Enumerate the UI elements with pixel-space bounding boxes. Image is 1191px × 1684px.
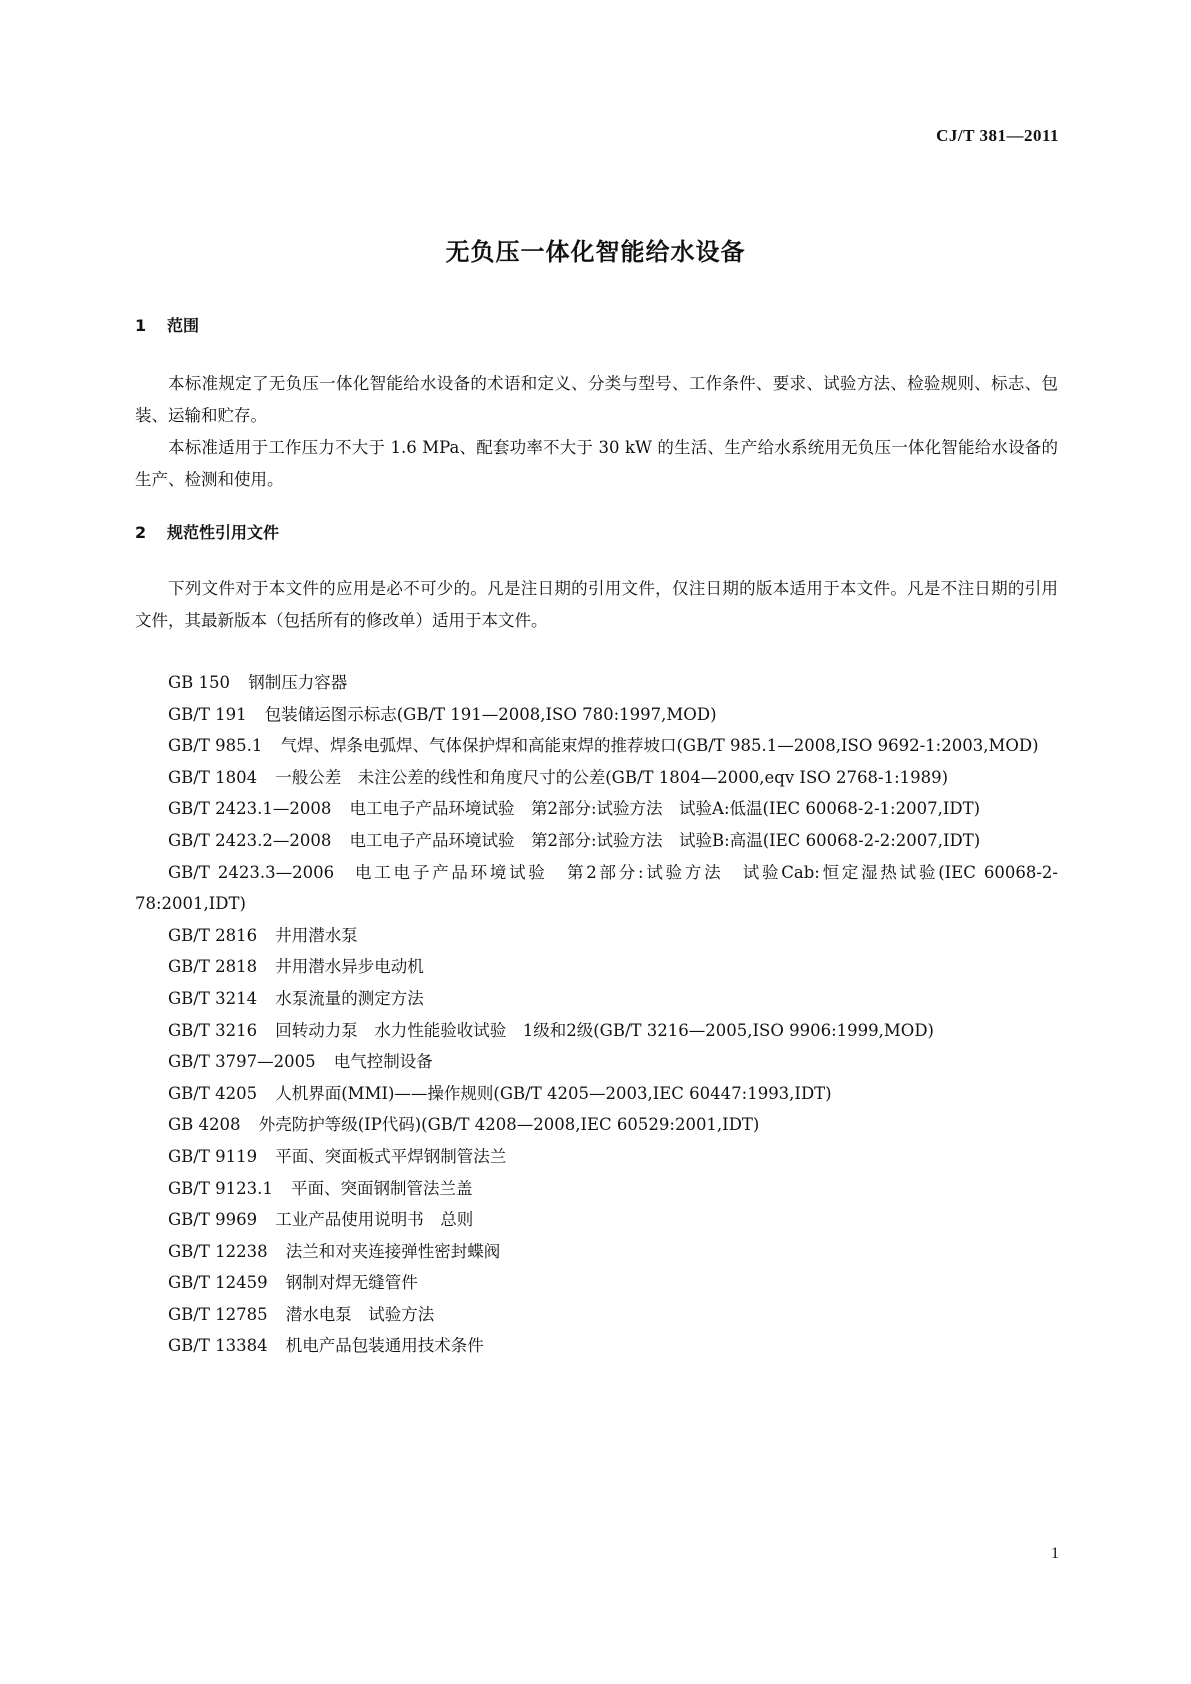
reference-title: 工业产品使用说明书 总则 [275,1210,474,1230]
reference-item [135,1299,1058,1331]
reference-item [135,762,1058,794]
reference-item [135,1109,1058,1141]
reference-title: 钢制压力容器 [248,673,348,692]
section-title: 规范性引用文件 [167,523,280,542]
reference-item [135,920,1058,952]
reference-code: GB 150 [168,673,231,692]
reference-item [135,730,1058,762]
reference-item [135,1267,1058,1299]
reference-title: 电气控制设备 [333,1052,433,1072]
reference-title: 水泵流量的测定方法 [275,988,424,1008]
reference-title: 一般公差 未注公差的线性和角度尺寸的公差(GB/T 1804—2000,eqv ISO 2768-1:1989) [275,767,949,787]
reference-code: GB/T 12238 [168,1241,268,1261]
reference-item [135,951,1058,983]
reference-code: GB/T 3216 [168,1020,258,1040]
reference-code: GB/T 2423.1—2008 [168,799,332,819]
references-intro-paragraph: 下列文件对于本文件的应用是必不可少的。凡是注日期的引用文件，仅注日期的版本适用于本文件。凡是不注日期的引用文件，其最新版本（包括所有的修改单）适用于本文件。 [135,579,1058,630]
scope-paragraph-1: 本标准规定了无负压一体化智能给水设备的术语和定义、分类与型号、工作条件、要求、试验方法、检验规则、标志、包装、运输和贮存。 [135,374,1058,425]
reference-item [135,1330,1058,1362]
reference-code: GB/T 2423.2—2008 [168,830,332,850]
reference-title: 机电产品包装通用技术条件 [285,1336,484,1356]
reference-title: 钢制对焊无缝管件 [285,1273,418,1293]
section-number: 2 [135,523,147,542]
page-number: 1 [1051,1545,1059,1562]
reference-item [135,1046,1058,1078]
reference-title: 平面、突面钢制管法兰盖 [291,1178,473,1198]
standard-number: CJ/T 381—2011 [936,126,1059,145]
reference-title: 包装储运图示标志(GB/T 191—2008,ISO 780:1997,MOD) [264,704,717,724]
reference-code: GB/T 13384 [168,1336,268,1356]
reference-code: GB/T 12785 [168,1304,268,1324]
reference-item [135,1236,1058,1268]
reference-title: 人机界面(MMI)——操作规则(GB/T 4205—2003,IEC 60447:1993,IDT) [275,1083,832,1103]
reference-item [135,1078,1058,1110]
reference-code: GB/T 2816 [168,925,258,945]
reference-item [135,793,1058,825]
reference-title: 平面、突面板式平焊钢制管法兰 [275,1146,507,1166]
reference-title: 外壳防护等级(IP代码)(GB/T 4208—2008,IEC 60529:2001,IDT) [258,1115,760,1135]
reference-code: GB/T 12459 [168,1273,268,1293]
reference-item [135,1204,1058,1236]
reference-item [135,1141,1058,1173]
reference-title: 潜水电泵 试验方法 [285,1304,435,1324]
reference-code: GB/T 3797—2005 [168,1052,316,1072]
reference-code: GB/T 9969 [168,1210,258,1230]
reference-code: GB/T 2423.3—2006 [168,862,335,882]
reference-title: 气焊、焊条电弧焊、气体保护焊和高能束焊的推荐坡口(GB/T 985.1—2008,ISO 9692-1:2003,MOD) [280,736,1039,756]
reference-item [135,857,1058,920]
reference-item [135,667,1058,699]
reference-item [135,825,1058,857]
reference-item [135,1015,1058,1047]
reference-code: GB/T 4205 [168,1083,258,1103]
section-number: 1 [135,316,147,335]
reference-code: GB/T 3214 [168,988,258,1008]
reference-item [135,699,1058,731]
reference-code: GB/T 2818 [168,957,258,977]
reference-title: 回转动力泵 水力性能验收试验 1级和2级(GB/T 3216—2005,ISO 9906:1999,MOD) [275,1020,934,1040]
reference-title: 电工电子产品环境试验 第2部分:试验方法 试验A:低温(IEC 60068-2-1:2007,IDT) [349,799,981,819]
reference-title: 井用潜水泵 [275,925,358,945]
reference-title: 电工电子产品环境试验 第2部分:试验方法 试验Cab:恒定湿热试验(IEC 60068-2-78:2001,IDT) [135,862,1058,914]
reference-title: 电工电子产品环境试验 第2部分:试验方法 试验B:高温(IEC 60068-2-2:2007,IDT) [349,830,981,850]
reference-item [135,983,1058,1015]
scope-paragraph-2: 本标准适用于工作压力不大于 1.6 MPa、配套功率不大于 30 kW 的生活、生产给水系统用无负压一体化智能给水设备的生产、检测和使用。 [135,438,1058,489]
section-heading-normative-references [135,520,279,543]
reference-code: GB/T 9119 [168,1146,258,1166]
reference-code: GB/T 985.1 [168,736,263,756]
section-heading-scope [135,313,199,336]
reference-title: 井用潜水异步电动机 [275,957,424,977]
section-title: 范围 [167,316,200,335]
document-title: 无负压一体化智能给水设备 [445,238,746,266]
reference-code: GB 4208 [168,1115,241,1135]
reference-list [135,667,1058,1362]
reference-title: 法兰和对夹连接弹性密封蝶阀 [285,1241,501,1261]
reference-item [135,1173,1058,1205]
reference-code: GB/T 191 [168,704,247,724]
reference-code: GB/T 9123.1 [168,1178,273,1198]
reference-code: GB/T 1804 [168,767,258,787]
